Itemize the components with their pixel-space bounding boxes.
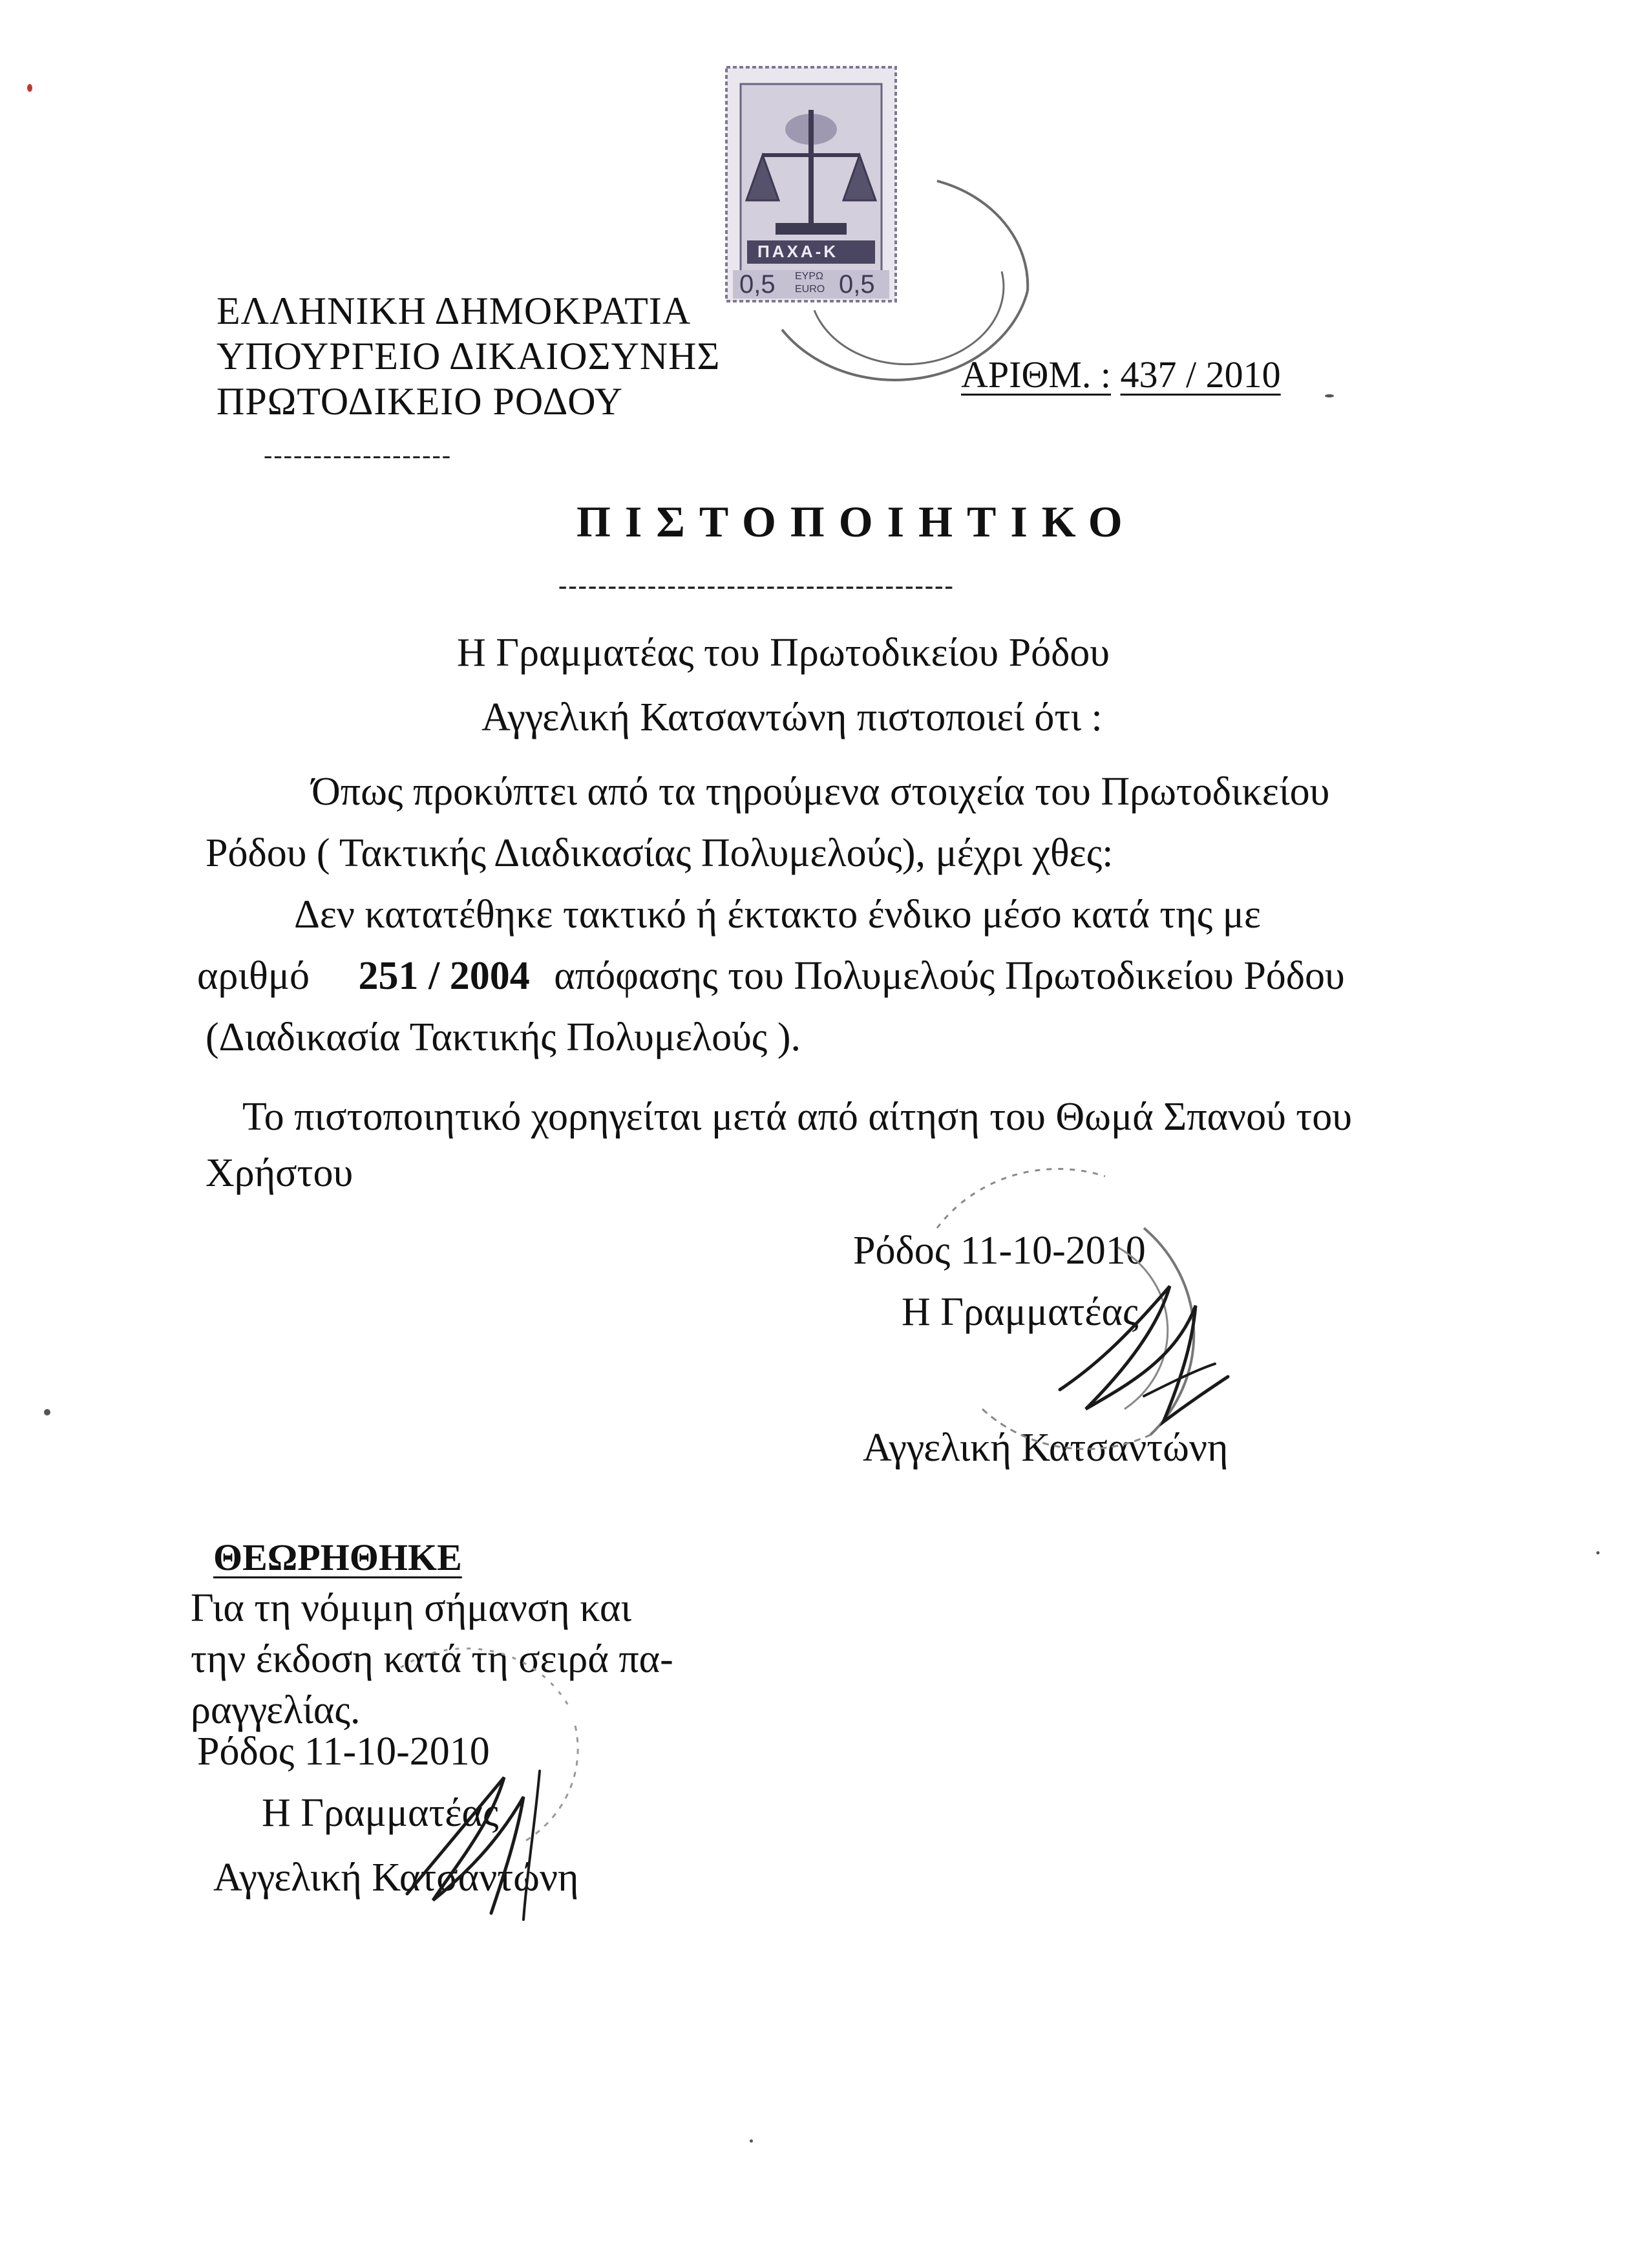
scan-mark-top-left <box>27 84 32 92</box>
endorsement-heading <box>213 1535 462 1580</box>
body-line-applicant-father: Χρήστου <box>206 1151 354 1195</box>
revenue-stamp-brand: ΠΑΧΑ-Κ <box>757 242 839 261</box>
reference-value: 437 / 2010 <box>1120 354 1281 396</box>
decision-number-suffix: απόφασης του Πολυμελούς Πρωτοδικείου Ρόδου <box>554 954 1345 998</box>
title-separator: ---------------------------------------- <box>558 571 955 600</box>
body-line-decision-number <box>197 950 1345 1002</box>
header-court: ΠΡΩΤΟΔΙΚΕΙΟ ΡΟΔΟΥ <box>217 380 623 423</box>
handwritten-signature-right <box>1047 1260 1254 1467</box>
endorsement-line-stamping: Για τη νόμιμη σήμανση και <box>191 1586 632 1630</box>
scan-dash-mark <box>1325 394 1334 397</box>
body-line-procedure: Ρόδου ( Τακτικής Διαδικασίας Πολυμελούς), μέχρι χθες: <box>206 831 1114 875</box>
endorsement-line-issuance: την έκδοση κατά τη σειρά πα- <box>191 1637 673 1681</box>
decision-number: 251 / 2004 <box>358 954 530 998</box>
reference-number <box>961 352 1281 397</box>
signature-role: Η Γραμματέας <box>902 1290 1139 1334</box>
endorsement-role: Η Γραμματέας <box>262 1791 499 1835</box>
decision-number-prefix: αριθμό <box>197 954 310 998</box>
signature-place-date: Ρόδος 11-10-2010 <box>853 1229 1146 1273</box>
endorsement-heading-text: ΘΕΩΡΗΘΗΚΕ <box>213 1536 462 1578</box>
body-line-issued-upon: Το πιστοποιητικό χορηγείται μετά από αίτηση του Θωμά Σπανού του <box>242 1095 1352 1139</box>
signature-name: Αγγελική Κατσαντώνη <box>863 1426 1229 1470</box>
endorsement-name: Αγγελική Κατσαντώνη <box>213 1856 579 1900</box>
scan-speck-bottom <box>750 2139 753 2143</box>
revenue-stamp-amount-right: 0,5 <box>839 270 875 299</box>
body-line-secretary: Η Γραμματέας του Πρωτοδικείου Ρόδου <box>457 631 1110 675</box>
revenue-stamp-currency-top: ΕΥΡΩ <box>795 271 823 282</box>
body-line-no-appeal: Δεν κατατέθηκε τακτικό ή έκτακτο ένδικο μέσο κατά της με <box>294 893 1262 937</box>
signature-scribble-right <box>1047 1260 1254 1467</box>
body-line-records: Όπως προκύπτει από τα τηρούμενα στοιχεία του Πρωτοδικείου <box>312 770 1330 814</box>
header-ministry: ΥΠΟΥΡΓΕΙΟ ΔΙΚΑΙΟΣΥΝΗΣ <box>217 335 721 377</box>
body-line-certifies: Αγγελική Κατσαντώνη πιστοποιεί ότι : <box>481 695 1103 739</box>
header-greek-republic: ΕΛΛΗΝΙΚΗ ΔΗΜΟΚΡΑΤΙΑ <box>217 290 692 332</box>
signature-scribble-bottom <box>394 1713 588 1926</box>
page-title: ΠΙΣΤΟΠΟΙΗΤΙΚΟ <box>576 497 1137 546</box>
header-separator: ------------------- <box>264 440 452 469</box>
body-line-procedure-type: (Διαδικασία Τακτικής Πολυμελούς ). <box>206 1015 801 1059</box>
scan-speck-left <box>44 1409 50 1415</box>
reference-label: ΑΡΙΘΜ. : <box>961 354 1112 396</box>
revenue-stamp-amount-left: 0,5 <box>739 270 776 299</box>
endorsement-place-date: Ρόδος 11-10-2010 <box>197 1730 490 1774</box>
revenue-stamp-currency-bottom: EURO <box>795 284 825 295</box>
endorsement-line-order: ραγγελίας. <box>191 1688 361 1732</box>
scan-speck-right <box>1596 1551 1600 1554</box>
handwritten-signature-bottom <box>394 1713 588 1926</box>
